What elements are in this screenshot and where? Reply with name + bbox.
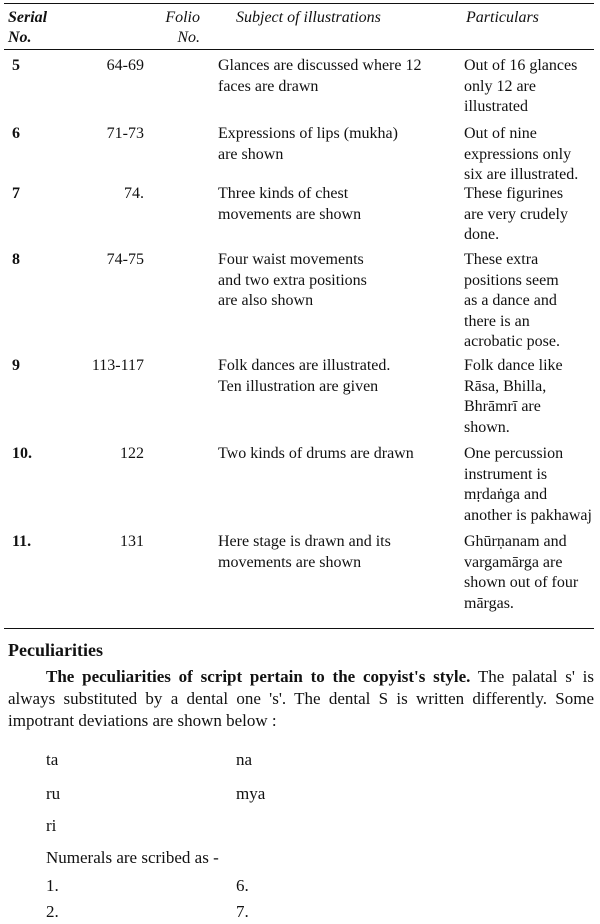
table-bottom-rule [4,628,594,629]
paragraph-lead: The peculiarities of script pertain to the copyist's style. [46,667,471,686]
cell-serial: 10. [12,445,32,462]
cell-particulars: These figurines are very crudely done. [464,185,568,243]
cell-serial: 5 [12,57,20,74]
numerals-note: Numerals are scribed as - [46,848,219,867]
cell-particulars: Folk dance like Rāsa, Bhilla, Bhrāmrī are shown. [464,357,563,436]
cell-subject: Four waist movements and two extra positions are also shown [218,251,367,309]
section-heading: Peculiarities [8,640,103,660]
numeral-right: 6. [236,876,249,895]
cell-serial: 11. [12,533,32,550]
cell-serial: 7 [12,185,20,202]
cell-subject: Three kinds of chest movements are shown [218,185,362,223]
cell-folio: 113-117 [91,357,144,374]
cell-folio: 71-73 [106,125,144,142]
table-header-rule [4,49,594,50]
cell-particulars: These extra positions seem as a dance and there is an acrobatic pose. [464,251,560,350]
paragraph-rest: The palatal s' is always substituted by a dental one 's'. The dental S is written differently. Some impotrant deviations are shown below : [8,667,594,730]
deviation-right: na [236,750,253,769]
cell-subject: Two kinds of drums are drawn [218,445,414,462]
cell-folio: 74-75 [106,251,144,268]
deviation-left: ru [46,784,61,803]
header-serial: Serial No. [8,9,48,46]
header-folio: Folio No. [165,9,200,46]
cell-folio: 122 [120,445,144,462]
cell-subject: Glances are discussed where 12 faces are drawn [218,57,422,95]
cell-folio: 131 [120,533,144,550]
cell-particulars: Out of 16 glances only 12 are illustrated [464,57,578,115]
cell-particulars: Out of nine expressions only six are illustrated. [464,125,579,183]
numeral-left: 2. [46,902,59,921]
deviation-left: ri [46,816,57,835]
header-subject: Subject of illustrations [236,9,381,26]
numeral-right: 7. [236,902,249,921]
body-paragraph [8,666,594,732]
cell-serial: 6 [12,125,20,142]
cell-particulars: Ghūrṇanam and vargamārga are shown out of four mārgas. [464,533,579,612]
cell-subject: Expressions of lips (mukha) are shown [218,125,398,163]
cell-subject: Folk dances are illustrated. Ten illustration are given [218,357,391,395]
table-top-rule [4,3,594,4]
cell-serial: 9 [12,357,20,374]
cell-subject: Here stage is drawn and its movements are shown [218,533,391,571]
header-particulars: Particulars [466,9,539,26]
deviation-right: mya [236,784,266,803]
cell-particulars: One percussion instrument is mṛdaṅga and another is pakhawaj [464,445,592,524]
cell-folio: 74. [124,185,144,202]
deviation-left: ta [46,750,59,769]
cell-serial: 8 [12,251,20,268]
numeral-left: 1. [46,876,59,895]
cell-folio: 64-69 [106,57,144,74]
